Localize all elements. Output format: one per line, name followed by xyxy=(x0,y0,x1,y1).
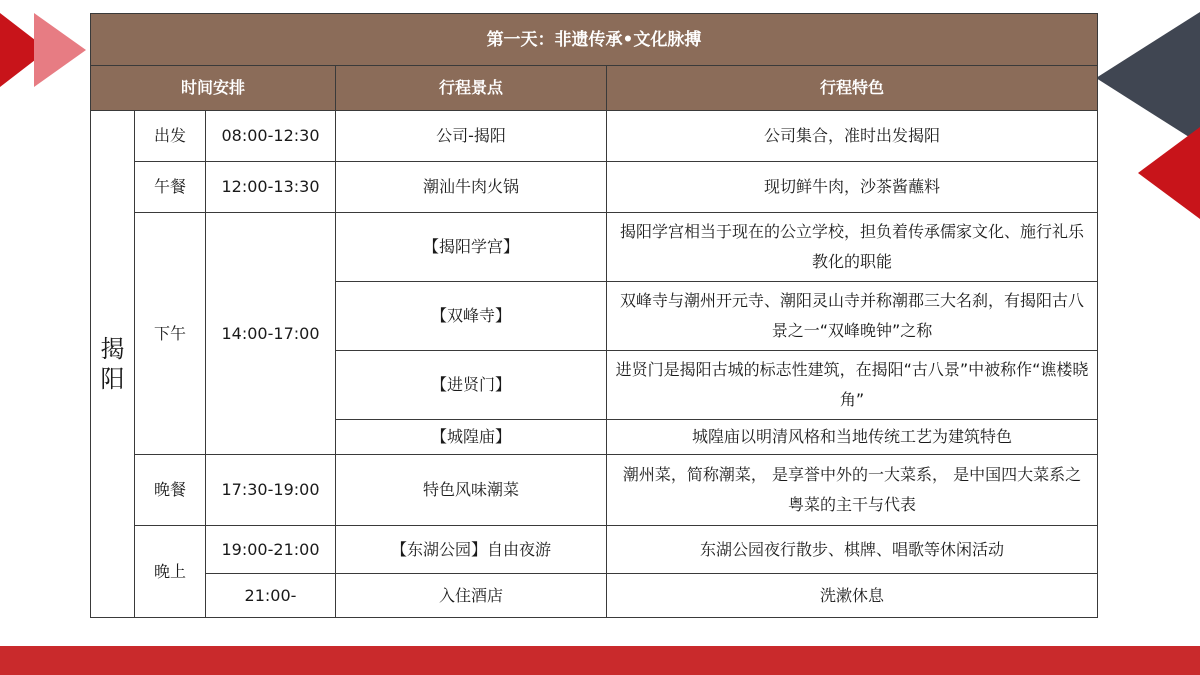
time-cell: 08:00-12:30 xyxy=(206,111,336,162)
feature-cell: 双峰寺与潮州开元寺、潮阳灵山寺并称潮郡三大名刹，有揭阳古八景之一“双峰晚钟”之称 xyxy=(607,282,1098,351)
spot-cell: 特色风味潮菜 xyxy=(336,455,607,526)
table-row xyxy=(91,111,1098,162)
header-time: 时间安排 xyxy=(91,66,336,111)
time-cell: 14:00-17:00 xyxy=(206,213,336,455)
time-cell: 12:00-13:30 xyxy=(206,162,336,213)
city-char: 阳 xyxy=(100,365,125,393)
feature-cell: 进贤门是揭阳古城的标志性建筑，在揭阳“古八景”中被称作“谯楼晓角” xyxy=(607,351,1098,420)
feature-cell: 揭阳学宫相当于现在的公立学校，担负着传承儒家文化、施行礼乐教化的职能 xyxy=(607,213,1098,282)
feature-cell: 城隍庙以明清风格和当地传统工艺为建筑特色 xyxy=(607,420,1098,455)
time-cell: 17:30-19:00 xyxy=(206,455,336,526)
table-row xyxy=(91,213,1098,282)
spot-cell: 【双峰寺】 xyxy=(336,282,607,351)
feature-cell: 东湖公园夜行散步、棋牌、唱歌等休闲活动 xyxy=(607,526,1098,574)
feature-cell: 洗漱休息 xyxy=(607,574,1098,618)
gray-triangle-decoration xyxy=(1096,12,1200,144)
period-cell: 晚上 xyxy=(135,526,206,618)
city-cell xyxy=(91,111,135,618)
spot-cell: 【进贤门】 xyxy=(336,351,607,420)
table-title: 第一天：非遗传承•文化脉搏 xyxy=(91,14,1098,66)
spot-cell: 【城隍庙】 xyxy=(336,420,607,455)
feature-cell: 公司集合，准时出发揭阳 xyxy=(607,111,1098,162)
period-cell: 下午 xyxy=(135,213,206,455)
table-row xyxy=(91,162,1098,213)
city-char: 揭 xyxy=(100,335,125,363)
spot-cell: 【揭阳学宫】 xyxy=(336,213,607,282)
spot-cell: 潮汕牛肉火锅 xyxy=(336,162,607,213)
table-header-row xyxy=(91,66,1098,111)
header-spot: 行程景点 xyxy=(336,66,607,111)
bottom-red-bar xyxy=(0,646,1200,675)
spot-cell: 公司-揭阳 xyxy=(336,111,607,162)
period-cell: 午餐 xyxy=(135,162,206,213)
table-row xyxy=(91,526,1098,574)
spot-cell: 【东湖公园】自由夜游 xyxy=(336,526,607,574)
red-right-triangle-decoration xyxy=(1138,127,1200,219)
table-row xyxy=(91,574,1098,618)
table-title-row xyxy=(91,14,1098,66)
spot-cell: 入住酒店 xyxy=(336,574,607,618)
period-cell: 出发 xyxy=(135,111,206,162)
header-feature: 行程特色 xyxy=(607,66,1098,111)
itinerary-table xyxy=(90,13,1098,618)
pink-triangle-decoration xyxy=(34,13,86,87)
time-cell: 21:00- xyxy=(206,574,336,618)
time-cell: 19:00-21:00 xyxy=(206,526,336,574)
feature-cell: 现切鲜牛肉，沙茶酱蘸料 xyxy=(607,162,1098,213)
period-cell: 晚餐 xyxy=(135,455,206,526)
table-row xyxy=(91,455,1098,526)
feature-cell: 潮州菜，简称潮菜， 是享誉中外的一大菜系， 是中国四大菜系之粤菜的主干与代表 xyxy=(607,455,1098,526)
